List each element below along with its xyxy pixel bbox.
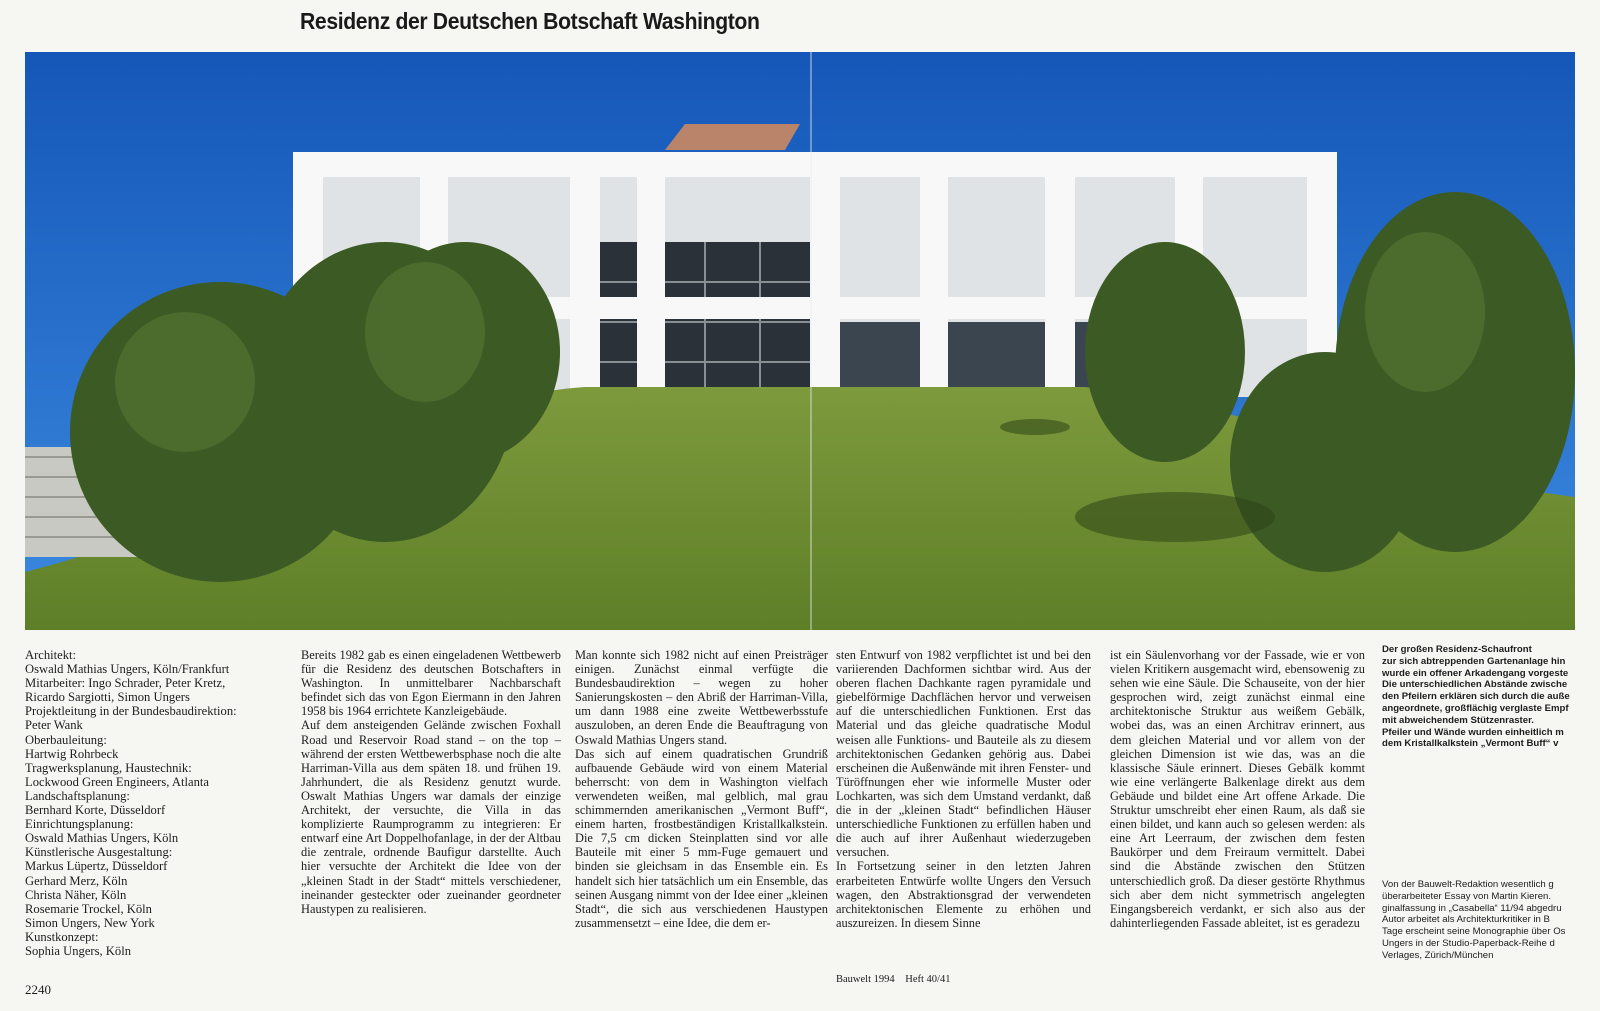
- journal-name: Bauwelt 1994: [836, 974, 895, 985]
- credit-line: Sophia Ungers, Köln: [25, 943, 131, 958]
- paragraph: Auf dem ansteigenden Gelände zwischen Foxhall Road und Reservoir Road stand – on the top – während der ersten Wettbewerbsphase noch die alte Harriman-Villa aus dem späten 18. und frühen 19. Jahrhundert, die als Residenz genutzt wurde. Oswalt Mathias Ungers war damals der einzige Architekt, der versuchte, die Villa in das komplizierte Raumprogramm zu integrieren: Er entwarf eine Art Doppelhofanlage, in der der Altbau die zentrale, ordnende Baufigur darstellte. Auch hier versuchte der Architekt die Idee von der „kleinen Stadt in der Stadt“ mittels verschiedener, ineinander gesteckter oder zueinander geordneter Haustypen zu realisieren.: [301, 718, 561, 916]
- credit-line: Bernhard Korte, Düsseldorf: [25, 803, 166, 818]
- paragraph: In Fortsetzung seiner in den letzten Jahren erarbeiteten Entwürfe wollte Ungers den Versuch wagen, den Abstraktionsgrad der verwendeten architektonischen Elemente zu erhöhen und auszureizen. In diesem Sinne: [836, 859, 1091, 930]
- caption-line: mit abweichendem Stützenraster.: [1382, 714, 1534, 726]
- editor-note-line: Von der Bauwelt-Redaktion wesentlich g: [1382, 879, 1554, 890]
- credit-line: Markus Lüpertz, Düsseldorf: [25, 859, 168, 874]
- credit-line: Oswald Mathias Ungers, Köln/Frankfurt: [25, 662, 230, 677]
- credit-line: Hartwig Rohrbeck: [25, 746, 119, 761]
- credit-line: Christa Näher, Köln: [25, 887, 127, 902]
- caption-line: dem Kristallkalkstein „Vermont Buff“ v: [1382, 738, 1559, 750]
- credit-line: Kunstkonzept:: [25, 929, 99, 944]
- credit-line: Peter Wank: [25, 718, 83, 733]
- paragraph: Man konnte sich 1982 nicht auf einen Preisträger einigen. Zunächst einmal verfügte die Bundesbaudirektion – wegen zu hoher Sanierungskosten – den Abriß der Harriman-Villa, um dann 1988 eine zweite Wettbewerbsstufe auszuloben, an deren Ende die Beauftragung von Oswald Mathias Ungers stand.: [575, 648, 828, 747]
- article-title: Residenz der Deutschen Botschaft Washington: [300, 8, 760, 34]
- editor-note-line: Verlages, Zürich/München: [1382, 949, 1494, 961]
- photo-caption: [1382, 644, 1587, 750]
- credit-line: Gerhard Merz, Köln: [25, 873, 128, 888]
- editor-note-line: Tage erscheint seine Monographie über Os: [1382, 926, 1566, 938]
- credit-line: Oswald Mathias Ungers, Köln: [25, 831, 179, 846]
- credit-line: Einrichtungsplanung:: [25, 817, 134, 832]
- credit-line: Projektleitung in der Bundesbaudirektion:: [25, 704, 237, 719]
- body-column-1: [301, 648, 561, 916]
- caption-line: Die unterschiedlichen Abstände zwische: [1382, 679, 1568, 691]
- caption-line: den Pfeilern erklären sich durch die auße: [1382, 691, 1570, 703]
- caption-line: angeordnete, großflächig verglaste Empf: [1382, 702, 1569, 714]
- caption-line: wurde ein offener Arkadengang vorgeste: [1382, 667, 1569, 679]
- residence-photo-illustration: [25, 52, 1575, 630]
- credit-line: Rosemarie Trockel, Köln: [25, 901, 152, 916]
- credit-line: Landschaftsplanung:: [25, 788, 130, 803]
- paragraph: ist ein Säulenvorhang vor der Fassade, wie er von vielen Kritikern ausgemacht wird, ebensowenig zu sehen wie eine Säule. Die Schauseite, von der hier gesprochen wird, zeigt zunächst einmal eine architektonische Struktur aus weißem Gebälk, wobei das, was an einen Architrav erinnert, aus dem gleichen Material und vor allem von der gleichen Dimension ist wie das, was an die klassische Säule erinnert. Dieses Gebälk kommt wie eine verlängerte Balkenlage direkt aus dem Gebäude und bildet eine Art offene Arkade. Die Struktur umschreibt eher einen Raum, als daß sie einen bildet, und kann auch so gelesen werden: als eine Art Leerraum, der zwischen dem festen Baukörper und dem Freiraum vermittelt. Dabei sind die Abstände zwischen den Stützen unterschiedlich groß. Da dieser gestörte Rhythmus sich aber dem nicht symmetrisch angelegten Eingangsbereich verdankt, er sich also aus der dahinterliegenden Fassade ableitet, ist es geradezu: [1110, 648, 1365, 930]
- credits-column: [25, 648, 275, 958]
- credit-line: Lockwood Green Engineers, Atlanta: [25, 774, 209, 789]
- editor-note-line: Ungers in der Studio-Paperback-Reihe d: [1382, 937, 1555, 949]
- caption-line: Pfeiler und Wände wurden einheitlich m: [1382, 726, 1564, 738]
- body-column-2: [575, 648, 828, 930]
- credit-line: Tragwerksplanung, Haustechnik:: [25, 760, 192, 775]
- credit-line: Oberbauleitung:: [25, 732, 107, 747]
- credit-line: Mitarbeiter: Ingo Schrader, Peter Kretz,: [25, 676, 226, 691]
- paragraph: Das sich auf einem quadratischen Grundriß aufbauende Gebäude wird von einem Material beherrscht: von dem in Washington vielfach verwendeten weißen, mal gelblich, mal grau schimmernden amerikanischen „Vermont Buff“, einem harten, frostbeständigen Kristallkalkstein. Die 7,5 cm dicken Steinplatten sind vor alle Bauteile mit einer 5 mm-Fuge gemauert und binden sie gleichsam in das Ensemble ein. Es handelt sich hier tatsächlich um ein Ensemble, das seinen Ausgang nimmt von der Idee einer „kleinen Stadt“, die sich aus verschiedenen Haustypen zusammensetzt – eine Idee, die dem er-: [575, 746, 828, 930]
- body-column-4: [1110, 648, 1365, 930]
- issue-number: Heft 40/41: [905, 974, 951, 985]
- credit-line: Ricardo Sargiotti, Simon Ungers: [25, 690, 190, 705]
- credit-line: Simon Ungers, New York: [25, 915, 155, 930]
- paragraph: sten Entwurf von 1982 verpflichtet ist und bei den variierenden Dachformen sichtbar wird. Aus der oberen flachen Dachkante ragen pyramidale und giebelförmige Dachflächen hervor und verweisen auf die unterschiedlichen Funktionen. Erst das Material und das gleiche quadratische Modul weisen alle Funktions- und Bauteile als zu diesem architektonischen Gedanken gehörig aus. Dabei erscheinen die Außenwände mit ihren Fenster- und Türöffnungen eher wie informelle Muster oder Lochkarten, was sich dem Umstand verdankt, daß die in der „kleinen Stadt“ befindlichen Häuser unterschiedliche Funktionen zu erfüllen haben und die auch auf ihrer Außenhaut wiederzugeben versuchen.: [836, 648, 1091, 860]
- editor-note-line: ginalfassung in „Casabella“ 11/94 abgedru: [1382, 902, 1562, 914]
- body-column-3: [836, 648, 1091, 930]
- residence-photo: [25, 52, 1575, 630]
- credit-line: Künstlerische Ausgestaltung:: [25, 845, 173, 860]
- editor-note-line: Autor arbeitet als Architekturkritiker in B: [1382, 914, 1550, 926]
- journal-footer: [836, 974, 958, 985]
- paragraph: Bereits 1982 gab es einen eingeladenen Wettbewerb für die Residenz des deutschen Botschafters in Washington. In unmittelbarer Nachbarschaft befindet sich das von Egon Eiermann in den Jahren 1958 bis 1964 errichtete Kanzleigebäude.: [301, 648, 561, 719]
- editor-note-line: überarbeiteter Essay von Martin Kieren.: [1382, 890, 1552, 902]
- caption-line: zur sich abtreppenden Gartenanlage hin: [1382, 655, 1566, 667]
- credit-line: Architekt:: [25, 648, 77, 662]
- editor-note: [1382, 879, 1587, 962]
- page-number: 2240: [25, 982, 51, 997]
- caption-line: Der großen Residenz-Schaufront: [1382, 644, 1532, 655]
